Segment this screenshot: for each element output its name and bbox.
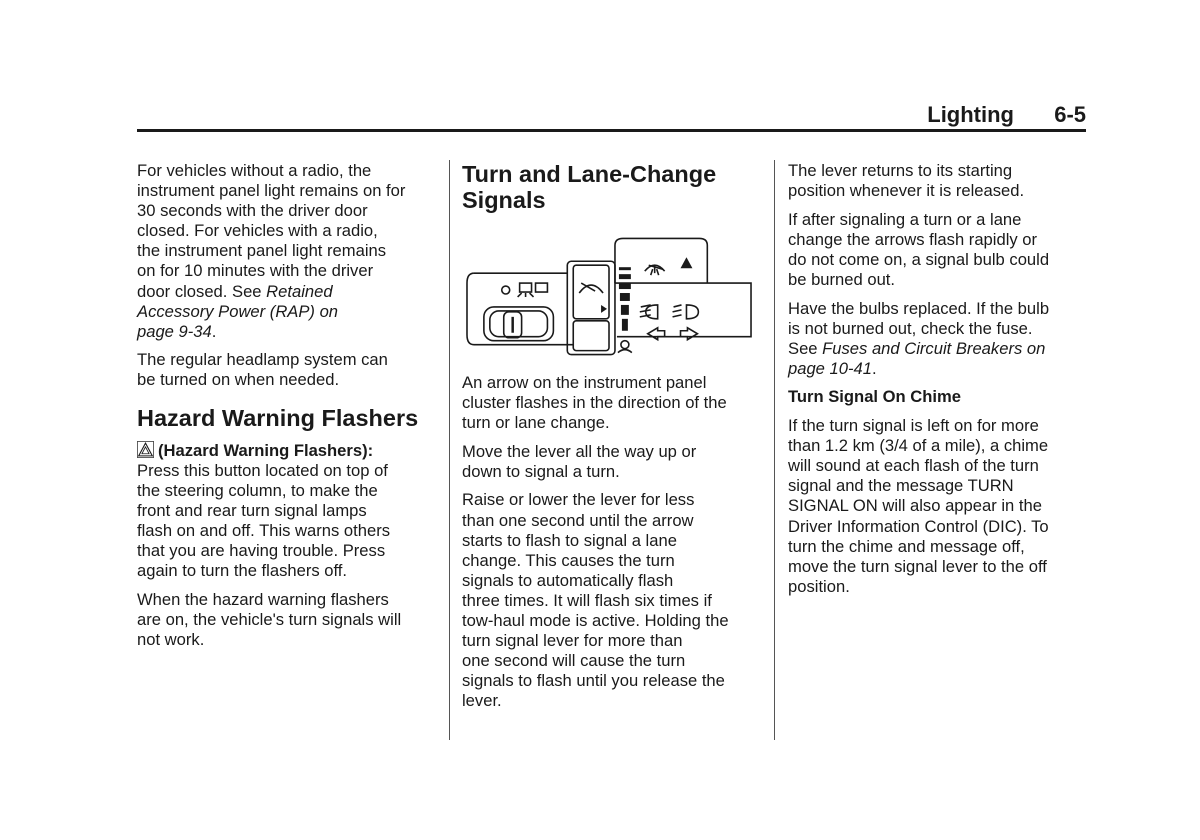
- paragraph-hazard-turn-signals: When the hazard warning flashers are on, the vehicle's turn signals will not work.: [137, 589, 402, 649]
- heading-hazard-flashers: Hazard Warning Flashers: [137, 404, 419, 431]
- rap-link-page[interactable]: page 9-34: [137, 321, 212, 341]
- paragraph-hazard-button: (Hazard Warning Flashers): Press this button located on top of the steering column, to make the front and rear turn signal lamps flash on and off. This warns others that you are having trouble. Press again to turn the flashers off.: [137, 440, 391, 581]
- subheading-turn-signal-chime: Turn Signal On Chime: [788, 387, 962, 407]
- heading-turn-signals: Turn and Lane-Change Signals: [462, 161, 717, 213]
- column-3: [788, 161, 1088, 605]
- paragraph-replace-bulbs: Have the bulbs replaced. If the bulb is not burned out, check the fuse. See Fuses and Circuit Breakers on page 10-41.: [788, 298, 1050, 378]
- paragraph-lever-returns: The lever returns to its starting position whenever it is released.: [788, 161, 1025, 201]
- rap-link[interactable]: Retained: [266, 281, 333, 301]
- hazard-label: (Hazard Warning Flashers):: [158, 440, 374, 460]
- header-rule: [137, 129, 1086, 132]
- turn-signal-lever-illustration: [466, 235, 754, 357]
- column-1: [137, 161, 437, 658]
- section-title: Lighting: [927, 102, 1014, 127]
- paragraph-lane-change: Raise or lower the lever for less than one second until the arrow starts to flash to signal a lane change. This causes the turn signals to automatically flash three times. It will flash six times if tow-haul mode is active. Holding the turn signal lever for more than one second will cause the turn signals to flash until you release the lever.: [462, 490, 729, 711]
- page-header: [137, 100, 1086, 130]
- page-number: 6-5: [1054, 102, 1086, 127]
- column-divider-2: [774, 160, 775, 740]
- paragraph-chime: If the turn signal is left on for more than 1.2 km (3/4 of a mile), a chime will sound at each flash of the turn signal and the message TURN SIGNAL ON will also appear in the Driver Information Control (DIC). To turn the chime and message off, move the turn signal lever to the off position.: [788, 416, 1049, 596]
- paragraph-bulb-burned: If after signaling a turn or a lane change the arrows flash rapidly or do not come on, a signal bulb could be burned out.: [788, 209, 1050, 289]
- paragraph-move-lever: Move the lever all the way up or down to signal a turn.: [462, 441, 697, 481]
- paragraph-arrow-flash: An arrow on the instrument panel cluster flashes in the direction of the turn or lane change.: [462, 373, 727, 433]
- column-2: [462, 161, 762, 720]
- paragraph-instrument-light: For vehicles without a radio, the instrument panel light remains on for 30 seconds with the driver door closed. For vehicles with a radio, the instrument panel light remains on for 10 minutes with the driver door closed. See Retained Accessory Power (RAP) on page 9-34.: [137, 161, 406, 341]
- rap-link-line2[interactable]: Accessory Power (RAP) on: [137, 301, 339, 321]
- hazard-triangle-icon: [137, 441, 154, 458]
- column-divider-1: [449, 160, 450, 740]
- fuses-link-page[interactable]: page 10-41: [788, 358, 872, 378]
- fuses-link[interactable]: Fuses and Circuit Breakers on: [822, 338, 1046, 358]
- paragraph-headlamp: The regular headlamp system can be turned on when needed.: [137, 350, 388, 390]
